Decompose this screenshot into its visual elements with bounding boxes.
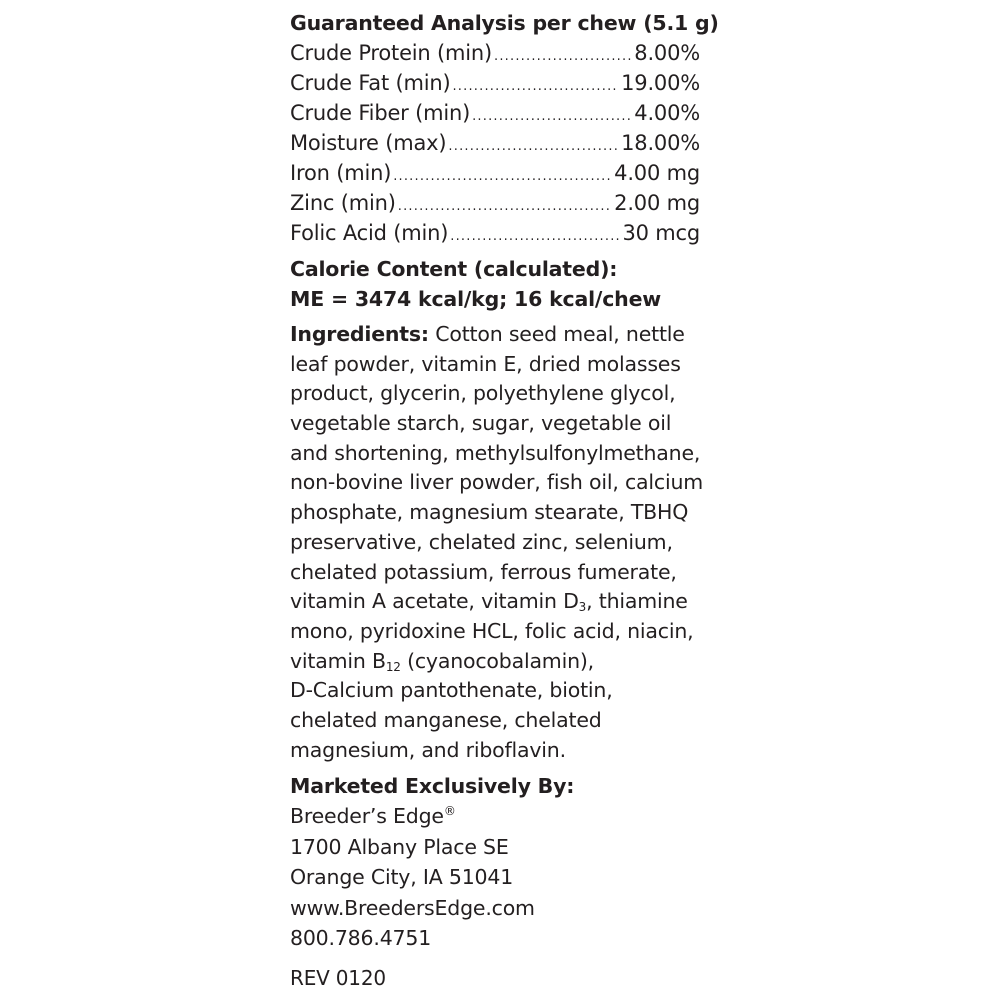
website: www.BreedersEdge.com bbox=[290, 895, 535, 920]
dot-leader bbox=[452, 72, 619, 102]
ingredients-line: chelated potassium, ferrous fumerate, bbox=[290, 559, 677, 584]
marketer-title: Marketed Exclusively By: bbox=[290, 774, 575, 799]
ingredients-text: Cotton seed meal, nettle bbox=[428, 322, 685, 346]
analysis-row-name: Crude Fat (min) bbox=[290, 71, 451, 95]
dot-leader bbox=[494, 42, 632, 72]
analysis-row-name: Moisture (max) bbox=[290, 131, 447, 155]
dot-leader bbox=[472, 102, 632, 132]
ingredients-text: vitamin A acetate, vitamin D bbox=[290, 589, 579, 614]
analysis-row bbox=[290, 158, 700, 188]
ingredients-line: preservative, chelated zinc, selenium, bbox=[290, 529, 673, 554]
ingredients-line: vegetable starch, sugar, vegetable oil bbox=[290, 411, 672, 436]
analysis-row-value: 4.00% bbox=[634, 101, 700, 125]
ingredients-line: D-Calcium pantothenate, biotin, bbox=[290, 678, 613, 703]
analysis-row-value: 30 mcg bbox=[622, 221, 700, 245]
address-line-1: 1700 Albany Place SE bbox=[290, 834, 509, 859]
analysis-row-value: 2.00 mg bbox=[614, 191, 700, 215]
calorie-content-title: Calorie Content (calculated): bbox=[290, 257, 618, 281]
ingredients-label: Ingredients: bbox=[290, 322, 429, 346]
registered-mark: ® bbox=[443, 804, 456, 819]
analysis-row-value: 18.00% bbox=[621, 131, 700, 155]
ingredients-line: magnesium, and riboflavin. bbox=[290, 737, 566, 762]
subscript-3: 3 bbox=[578, 600, 587, 615]
product-label bbox=[290, 8, 720, 993]
analysis-row bbox=[290, 38, 700, 68]
guaranteed-analysis-table bbox=[290, 38, 700, 248]
ingredients-text: , thiamine bbox=[586, 589, 688, 614]
subscript-12: 12 bbox=[385, 659, 401, 674]
ingredients-line bbox=[290, 647, 720, 677]
address-line-2: Orange City, IA 51041 bbox=[290, 865, 514, 890]
ingredients-text: (cyanocobalamin), bbox=[400, 648, 594, 673]
analysis-row bbox=[290, 68, 700, 98]
analysis-row-name: Iron (min) bbox=[290, 161, 392, 185]
analysis-row-value: 8.00% bbox=[634, 41, 700, 65]
dot-leader bbox=[448, 132, 619, 162]
company-text: Breeder’s Edge bbox=[290, 804, 444, 829]
calorie-content-value: ME = 3474 kcal/kg; 16 kcal/chew bbox=[290, 287, 662, 311]
analysis-row bbox=[290, 188, 700, 218]
analysis-row bbox=[290, 128, 700, 158]
guaranteed-analysis-title: Guaranteed Analysis per chew (5.1 g) bbox=[290, 11, 719, 35]
analysis-row-name: Zinc (min) bbox=[290, 191, 396, 215]
ingredients-line bbox=[290, 320, 720, 350]
dot-leader bbox=[450, 222, 620, 252]
ingredients-line: chelated manganese, chelated bbox=[290, 707, 602, 732]
ingredients-text: vitamin B bbox=[290, 648, 386, 673]
analysis-row-value: 19.00% bbox=[621, 71, 700, 95]
ingredients-line: leaf powder, vitamin E, dried molasses bbox=[290, 351, 681, 376]
ingredients-line: product, glycerin, polyethylene glycol, bbox=[290, 381, 676, 406]
analysis-row bbox=[290, 218, 700, 248]
analysis-row-name: Crude Fiber (min) bbox=[290, 101, 471, 125]
ingredients-paragraph bbox=[290, 320, 720, 765]
analysis-row-name: Folic Acid (min) bbox=[290, 221, 449, 245]
analysis-row-value: 4.00 mg bbox=[614, 161, 700, 185]
company-name bbox=[290, 801, 720, 832]
analysis-row bbox=[290, 98, 700, 128]
ingredients-line: phosphate, magnesium stearate, TBHQ bbox=[290, 500, 689, 525]
phone-number: 800.786.4751 bbox=[290, 926, 432, 951]
ingredients-line: mono, pyridoxine HCL, folic acid, niacin, bbox=[290, 618, 694, 643]
analysis-row-name: Crude Protein (min) bbox=[290, 41, 493, 65]
revision-code: REV 0120 bbox=[290, 965, 386, 990]
dot-leader bbox=[393, 162, 612, 192]
ingredients-line: and shortening, methylsulfonylmethane, bbox=[290, 440, 701, 465]
ingredients-line bbox=[290, 587, 720, 617]
ingredients-line: non-bovine liver powder, fish oil, calcium bbox=[290, 470, 704, 495]
